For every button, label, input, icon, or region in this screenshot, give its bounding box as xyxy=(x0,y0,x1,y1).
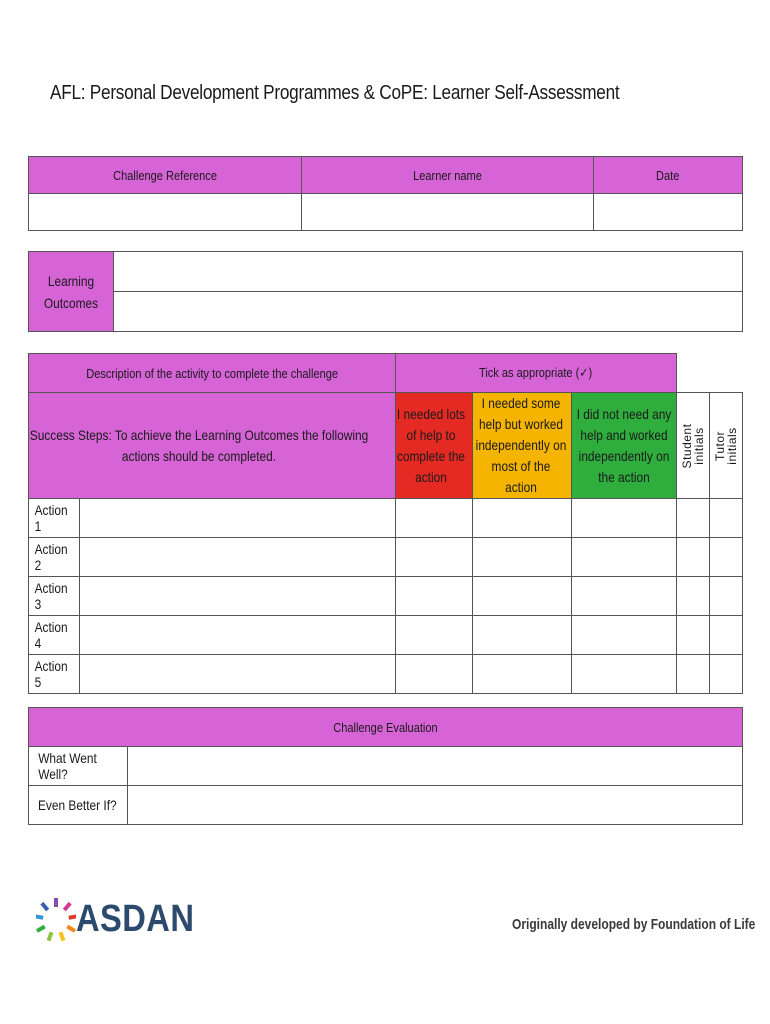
activity-table xyxy=(28,353,743,694)
tick-no-help[interactable] xyxy=(572,499,677,538)
tick-no-help[interactable] xyxy=(572,577,677,616)
challenge-evaluation-header: Challenge Evaluation xyxy=(29,708,743,747)
tutor-initials-field[interactable] xyxy=(710,655,743,694)
action-label: Action 1 xyxy=(29,499,80,538)
action-label: Action 5 xyxy=(29,655,80,694)
tutor-initials-field[interactable] xyxy=(710,538,743,577)
learner-name-header: Learner name xyxy=(302,157,594,194)
action-row xyxy=(29,577,743,616)
what-went-well-label: What Went Well? xyxy=(29,747,128,786)
tutor-initials-field[interactable] xyxy=(710,577,743,616)
activity-description-header: Description of the activity to complete the challenge xyxy=(29,354,396,393)
rating-some-help: I needed some help but worked independently on most of the action xyxy=(473,393,572,499)
action-description-field[interactable] xyxy=(80,655,396,694)
learner-name-field[interactable] xyxy=(302,194,594,231)
even-better-if-label: Even Better If? xyxy=(29,786,128,825)
action-label: Action 2 xyxy=(29,538,80,577)
tick-header: Tick as appropriate (✓) xyxy=(396,354,677,393)
student-initials-field[interactable] xyxy=(677,655,710,694)
tick-some-help[interactable] xyxy=(473,616,572,655)
asdan-logo-text: ASDAN xyxy=(76,898,195,940)
action-description-field[interactable] xyxy=(80,499,396,538)
page-title: AFL: Personal Development Programmes & CoPE: Learner Self-Assessment xyxy=(50,82,620,104)
action-label: Action 3 xyxy=(29,577,80,616)
tick-lots-of-help[interactable] xyxy=(396,577,473,616)
learning-outcome-field-1[interactable] xyxy=(114,252,743,292)
tick-lots-of-help[interactable] xyxy=(396,616,473,655)
credit-text: Originally developed by Foundation of Life xyxy=(512,916,756,933)
tick-some-help[interactable] xyxy=(473,499,572,538)
date-header: Date xyxy=(594,157,743,194)
challenge-reference-header: Challenge Reference xyxy=(29,157,302,194)
tick-some-help[interactable] xyxy=(473,577,572,616)
student-initials-field[interactable] xyxy=(677,577,710,616)
tick-no-help[interactable] xyxy=(572,538,677,577)
blank-corner xyxy=(677,354,743,393)
action-row xyxy=(29,616,743,655)
what-went-well-field[interactable] xyxy=(128,747,743,786)
challenge-evaluation-table xyxy=(28,707,743,825)
tick-no-help[interactable] xyxy=(572,616,677,655)
action-description-field[interactable] xyxy=(80,616,396,655)
tick-lots-of-help[interactable] xyxy=(396,538,473,577)
tutor-initials-field[interactable] xyxy=(710,616,743,655)
tutor-initials-header: Tutor initials xyxy=(710,393,743,499)
tutor-initials-field[interactable] xyxy=(710,499,743,538)
learning-outcomes-label: Learning Outcomes xyxy=(29,252,114,332)
student-initials-field[interactable] xyxy=(677,499,710,538)
action-description-field[interactable] xyxy=(80,577,396,616)
student-initials-field[interactable] xyxy=(677,538,710,577)
learning-outcome-field-2[interactable] xyxy=(114,292,743,332)
date-field[interactable] xyxy=(594,194,743,231)
student-initials-field[interactable] xyxy=(677,616,710,655)
asdan-logo-icon xyxy=(36,890,76,950)
action-row xyxy=(29,538,743,577)
tick-no-help[interactable] xyxy=(572,655,677,694)
rating-no-help: I did not need any help and worked independently on the action xyxy=(572,393,677,499)
action-description-field[interactable] xyxy=(80,538,396,577)
challenge-reference-field[interactable] xyxy=(29,194,302,231)
tick-some-help[interactable] xyxy=(473,538,572,577)
rating-lots-of-help: I needed lots of help to complete the action xyxy=(396,393,473,499)
student-initials-header: Student initials xyxy=(677,393,710,499)
tick-lots-of-help[interactable] xyxy=(396,655,473,694)
tick-some-help[interactable] xyxy=(473,655,572,694)
action-row xyxy=(29,655,743,694)
success-steps-header: Success Steps: To achieve the Learning Outcomes the following actions should be completed. xyxy=(29,393,396,499)
action-label: Action 4 xyxy=(29,616,80,655)
challenge-info-table xyxy=(28,156,743,231)
tick-lots-of-help[interactable] xyxy=(396,499,473,538)
learning-outcomes-table xyxy=(28,251,743,332)
even-better-if-field[interactable] xyxy=(128,786,743,825)
action-row xyxy=(29,499,743,538)
